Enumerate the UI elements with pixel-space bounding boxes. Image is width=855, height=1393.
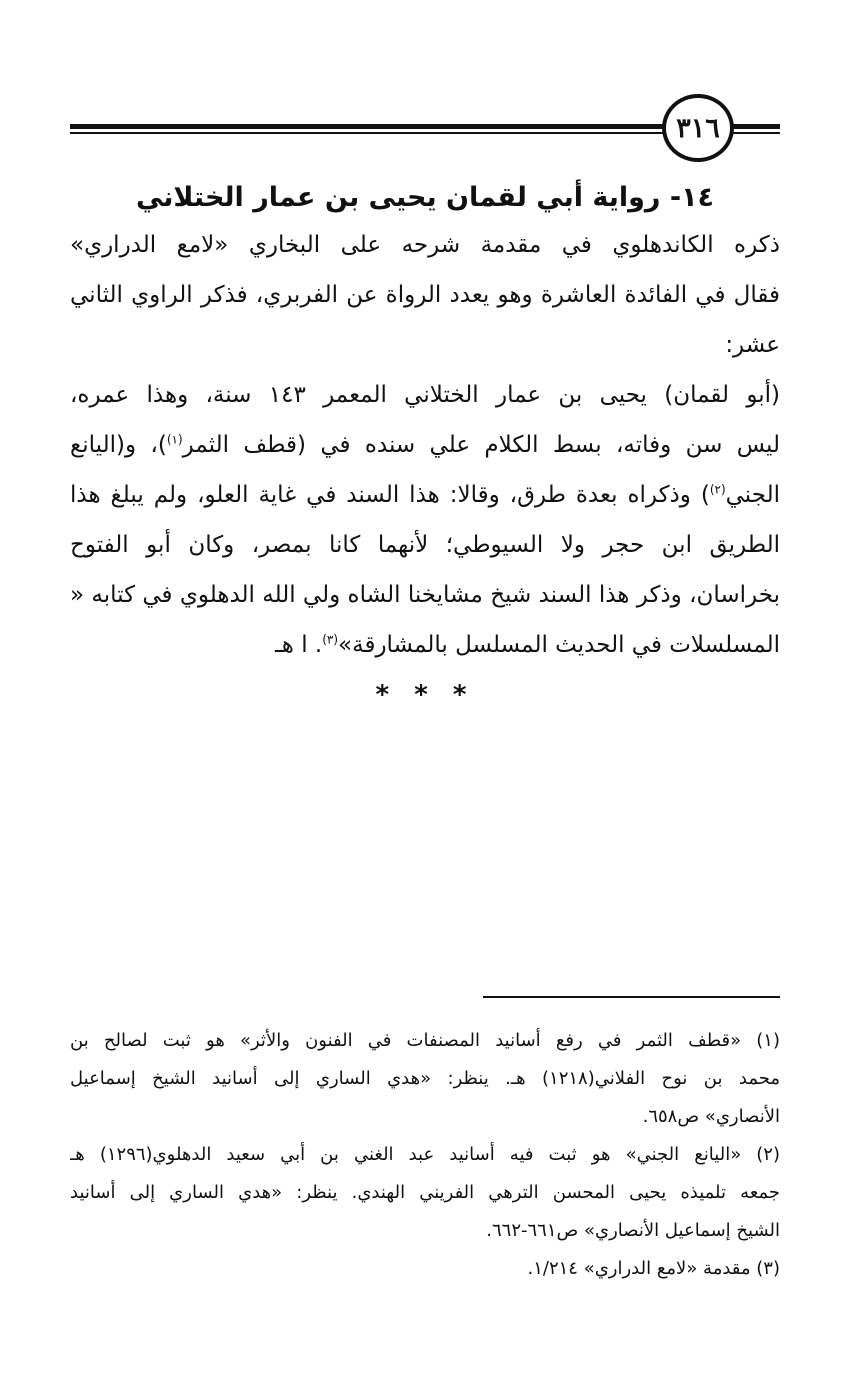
body-line-9 — [70, 620, 780, 670]
body-line-6-tail: ) وذكراه بعدة طرق، وقالا: هذا السند في غاية العلو، ولم يبلغ هذا — [70, 482, 710, 508]
page-number: ٣١٦ — [662, 94, 734, 162]
body-line-3: عشر: — [725, 332, 780, 358]
footnote-line-5: جمعه تلميذه يحيى المحسن الترهي الفريني الهندي. ينظر: «هدي الساري إلى أسانيد — [70, 1182, 780, 1203]
footnote-line-7: (٣) مقدمة «لامع الدراري» ١/٢١٤. — [527, 1258, 780, 1279]
body-line-1: ذكره الكاندهلوي في مقدمة شرحه على البخاري «لامع الدراري» — [70, 232, 780, 258]
body-line-7: الطريق ابن حجر ولا السيوطي؛ لأنهما كانا بمصر، وكان أبو الفتوح — [70, 532, 780, 558]
footnote-marker-3: (٣) — [322, 632, 339, 647]
footnote-marker-2: (٢) — [709, 482, 726, 497]
body-line-9-tail: . ا هـ — [275, 632, 323, 658]
body-line-5-tail: )، و(اليانع — [70, 432, 167, 458]
body-line-6-text: الجني — [725, 482, 780, 508]
footnote-marker-1: (١) — [166, 432, 183, 447]
section-separator: * * * — [375, 680, 475, 710]
footnotes — [70, 1022, 780, 1288]
body-line-5 — [70, 420, 780, 470]
body-line-8: بخراسان، وذكر هذا السند شيخ مشايخنا الشاه ولي الله الدهلوي في كتابه « — [70, 582, 780, 608]
footnote-line-1: (١) «قطف الثمر في رفع أسانيد المصنفات في الفنون والأثر» هو ثبت لصالح بن — [70, 1030, 780, 1051]
body-line-4: (أبو لقمان) يحيى بن عمار الختلاني المعمر ١٤٣ سنة، وهذا عمره، — [70, 382, 780, 408]
footnote-divider — [483, 996, 780, 998]
body-line-9-text: المسلسلات في الحديث المسلسل بالمشارقة» — [338, 632, 780, 658]
footnote-line-4: (٢) «اليانع الجني» هو ثبت فيه أسانيد عبد الغني بن أبي سعيد الدهلوي(١٢٩٦) هـ — [70, 1144, 780, 1165]
footnote-line-6: الشيخ إسماعيل الأنصاري» ص٦٦١-٦٦٢. — [486, 1220, 780, 1241]
footnote-line-3: الأنصاري» ص٦٥٨. — [642, 1106, 780, 1127]
body-line-5-text: ليس سن وفاته، بسط الكلام علي سنده في (قطف الثمر — [182, 432, 780, 458]
footnote-line-2: محمد بن نوح الفلاني(١٢١٨) هـ. ينظر: «هدي الساري إلى أسانيد الشيخ إسماعيل — [70, 1068, 780, 1089]
body-text — [70, 220, 780, 670]
section-title: ١٤- رواية أبي لقمان يحيى بن عمار الختلاني — [135, 182, 715, 213]
body-line-6 — [70, 470, 780, 520]
body-line-2: فقال في الفائدة العاشرة وهو يعدد الرواة عن الفربري، فذكر الراوي الثاني — [70, 282, 780, 308]
